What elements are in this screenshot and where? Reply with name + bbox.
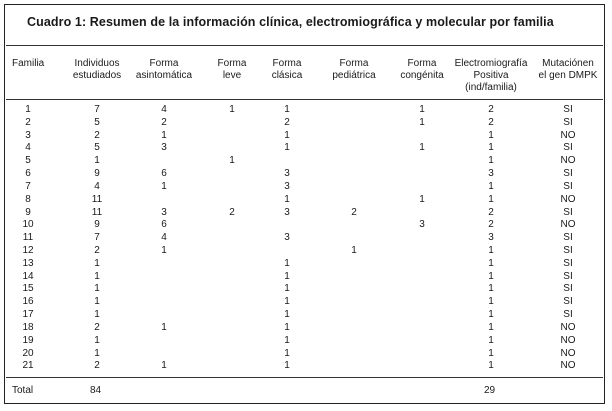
cell-congenita: 1: [419, 142, 425, 154]
cell-individuos: 1: [94, 155, 100, 167]
cell-electromiografia: 1: [488, 180, 494, 192]
cell-electromiografia: 3: [488, 232, 494, 244]
cell-mutacion: SI: [563, 309, 573, 321]
cell-electromiografia: 3: [488, 168, 494, 180]
cell-asintomatica: 1: [161, 129, 167, 141]
total-rule: [6, 377, 603, 378]
cell-familia: 16: [22, 296, 34, 308]
cell-clasica: 2: [284, 116, 290, 128]
table-title: Cuadro 1: Resumen de la información clínica, electromiográfica y molecular por familia: [27, 15, 554, 29]
cell-familia: 5: [25, 155, 31, 167]
cell-asintomatica: 1: [161, 180, 167, 192]
cell-familia: 15: [22, 283, 34, 295]
cell-familia: 4: [25, 142, 31, 154]
cell-electromiografia: 2: [488, 206, 494, 218]
cell-mutacion: SI: [563, 257, 573, 269]
header-line: (ind/familia): [465, 82, 517, 93]
cell-electromiografia: 1: [488, 193, 494, 205]
cell-clasica: 1: [284, 193, 290, 205]
title-rule: [6, 45, 603, 46]
cell-clasica: 3: [284, 206, 290, 218]
total-individuos: 84: [90, 385, 102, 396]
cell-individuos: 9: [94, 168, 100, 180]
header-line: leve: [222, 70, 242, 81]
cell-individuos: 1: [94, 257, 100, 269]
cell-clasica: 1: [284, 129, 290, 141]
cell-familia: 7: [25, 180, 31, 192]
cell-electromiografia: 1: [488, 257, 494, 269]
cell-electromiografia: 2: [488, 104, 494, 115]
cell-familia: 8: [25, 193, 31, 205]
header-clasica: [272, 58, 303, 82]
cell-pediatrica: 2: [351, 206, 357, 218]
cell-electromiografia: 1: [488, 129, 494, 141]
cell-individuos: 2: [94, 321, 100, 333]
cell-clasica: 1: [284, 321, 290, 333]
cell-individuos: 1: [94, 347, 100, 359]
cell-familia: 9: [25, 206, 31, 218]
header-pediatrica: [332, 58, 375, 82]
cell-familia: 12: [22, 245, 34, 257]
header-line: Positiva: [473, 70, 509, 81]
cell-individuos: 1: [94, 334, 100, 346]
cell-familia: 21: [22, 360, 34, 372]
header-electromiografia: [455, 58, 528, 94]
cell-individuos: 1: [94, 283, 100, 295]
cell-leve: 1: [229, 155, 235, 167]
cell-electromiografia: 1: [488, 347, 494, 359]
cell-mutacion: SI: [563, 142, 573, 154]
cell-clasica: 1: [284, 296, 290, 308]
cell-mutacion: SI: [563, 104, 573, 115]
header-line: asintomática: [135, 70, 193, 81]
cell-mutacion: NO: [560, 193, 576, 205]
header-rule: [6, 99, 603, 100]
cell-clasica: 1: [284, 142, 290, 154]
cell-clasica: 1: [284, 270, 290, 282]
cell-asintomatica: 3: [161, 142, 167, 154]
cell-clasica: 1: [284, 334, 290, 346]
cell-clasica: 1: [284, 347, 290, 359]
cell-mutacion: NO: [560, 155, 576, 167]
cell-individuos: 1: [94, 296, 100, 308]
cell-individuos: 5: [94, 142, 100, 154]
cell-asintomatica: 4: [161, 232, 167, 244]
cell-asintomatica: 6: [161, 168, 167, 180]
cell-electromiografia: 2: [488, 116, 494, 128]
cell-mutacion: SI: [563, 283, 573, 295]
cell-individuos: 5: [94, 116, 100, 128]
cell-mutacion: SI: [563, 168, 573, 180]
cell-mutacion: NO: [560, 321, 576, 333]
header-line: Forma: [407, 58, 437, 69]
cell-asintomatica: 4: [161, 104, 167, 115]
cell-familia: 17: [22, 309, 34, 321]
cell-asintomatica: 1: [161, 360, 167, 372]
cell-clasica: 3: [284, 168, 290, 180]
cell-congenita: 3: [419, 219, 425, 231]
header-line: Familia: [12, 58, 45, 69]
cell-clasica: 1: [284, 309, 290, 321]
cell-familia: 20: [22, 347, 34, 359]
header-line: Forma: [339, 58, 369, 69]
cell-leve: 1: [229, 104, 235, 115]
cell-individuos: 1: [94, 270, 100, 282]
header-line: el gen DMPK: [538, 70, 598, 81]
cell-mutacion: SI: [563, 232, 573, 244]
cell-leve: 2: [229, 206, 235, 218]
header-individuos: [73, 58, 121, 82]
cell-electromiografia: 2: [488, 219, 494, 231]
header-line: estudiados: [72, 70, 122, 81]
cell-congenita: 1: [419, 104, 425, 115]
cell-individuos: 2: [94, 129, 100, 141]
cell-clasica: 3: [284, 232, 290, 244]
cell-electromiografia: 1: [488, 155, 494, 167]
cell-individuos: 7: [94, 232, 100, 244]
cell-individuos: 4: [94, 180, 100, 192]
header-line: congénita: [400, 70, 444, 81]
header-line: Electromiografía: [454, 58, 528, 69]
cell-familia: 19: [22, 334, 34, 346]
cell-individuos: 7: [94, 104, 100, 115]
cell-asintomatica: 3: [161, 206, 167, 218]
cell-mutacion: SI: [563, 206, 573, 218]
cell-electromiografia: 1: [488, 142, 494, 154]
cell-mutacion: SI: [563, 270, 573, 282]
cell-familia: 3: [25, 129, 31, 141]
header-congenita: [400, 58, 443, 82]
cell-asintomatica: 2: [161, 116, 167, 128]
cell-clasica: 1: [284, 104, 290, 115]
cell-electromiografia: 1: [488, 270, 494, 282]
cell-mutacion: NO: [560, 347, 576, 359]
cell-mutacion: NO: [560, 219, 576, 231]
cell-individuos: 1: [94, 309, 100, 321]
header-line: clásica: [271, 70, 303, 81]
cell-electromiografia: 1: [488, 296, 494, 308]
cell-familia: 1: [25, 104, 31, 115]
cell-familia: 11: [22, 232, 34, 244]
cell-mutacion: NO: [560, 360, 576, 372]
header-line: Forma: [217, 58, 247, 69]
cell-pediatrica: 1: [351, 245, 357, 257]
cell-asintomatica: 6: [161, 219, 167, 231]
cell-mutacion: SI: [563, 180, 573, 192]
cell-familia: 13: [22, 257, 34, 269]
cell-electromiografia: 1: [488, 309, 494, 321]
total-label: Total: [12, 385, 34, 396]
cell-electromiografia: 1: [488, 334, 494, 346]
header-line: pediátrica: [332, 70, 376, 81]
cell-clasica: 3: [284, 180, 290, 192]
cell-familia: 2: [25, 116, 31, 128]
cell-clasica: 1: [284, 283, 290, 295]
total-electromiografia: 29: [484, 385, 496, 396]
cell-mutacion: SI: [563, 296, 573, 308]
cell-asintomatica: 1: [161, 245, 167, 257]
header-line: Forma: [149, 58, 179, 69]
cell-mutacion: SI: [563, 116, 573, 128]
cell-individuos: 2: [94, 360, 100, 372]
cell-mutacion: SI: [563, 245, 573, 257]
cell-congenita: 1: [419, 116, 425, 128]
cell-congenita: 1: [419, 193, 425, 205]
cell-electromiografia: 1: [488, 360, 494, 372]
header-familia: [12, 58, 44, 70]
cell-individuos: 11: [91, 206, 103, 218]
cell-asintomatica: 1: [161, 321, 167, 333]
cell-individuos: 2: [94, 245, 100, 257]
header-mutacion: [539, 58, 598, 82]
header-asintomatica: [136, 58, 192, 82]
cell-individuos: 11: [91, 193, 103, 205]
cell-mutacion: NO: [560, 334, 576, 346]
cell-electromiografia: 1: [488, 283, 494, 295]
cell-clasica: 1: [284, 257, 290, 269]
cell-individuos: 9: [94, 219, 100, 231]
header-line: Individuos: [74, 58, 120, 69]
header-leve: [218, 58, 247, 82]
header-line: Forma: [272, 58, 302, 69]
cell-mutacion: NO: [560, 129, 576, 141]
cell-familia: 14: [22, 270, 34, 282]
cell-familia: 10: [22, 219, 34, 231]
header-line: Mutaciónen: [542, 58, 594, 69]
cell-familia: 6: [25, 168, 31, 180]
cell-electromiografia: 1: [488, 321, 494, 333]
cell-electromiografia: 1: [488, 245, 494, 257]
cell-clasica: 1: [284, 360, 290, 372]
cell-familia: 18: [22, 321, 34, 333]
